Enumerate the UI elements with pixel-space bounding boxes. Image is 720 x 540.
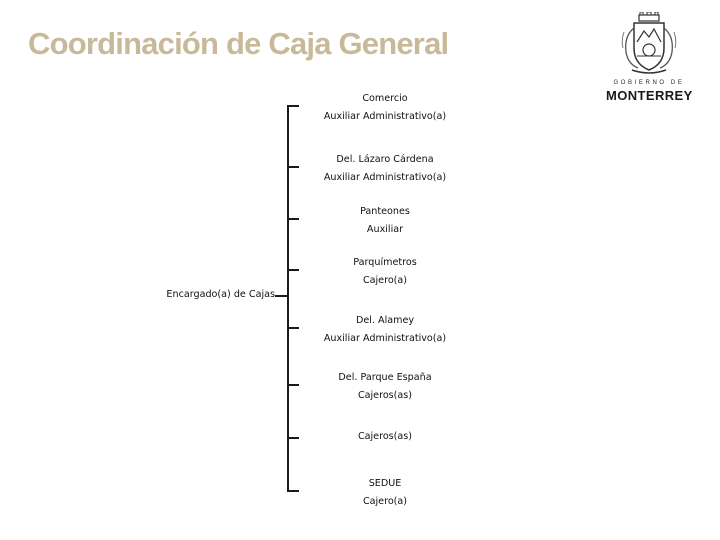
logo-subtitle: GOBIERNO DE — [613, 80, 685, 86]
node-role: Cajero(a) — [362, 496, 408, 507]
logo-name: MONTERREY — [606, 88, 693, 103]
branch-connector — [287, 218, 299, 220]
node-role: Auxiliar Administrativo(a) — [323, 111, 447, 122]
node-unit: Comercio — [362, 93, 408, 104]
page-title: Coordinación de Caja General — [28, 26, 449, 61]
branch-connector — [287, 437, 299, 439]
node-unit: Del. Alamey — [355, 315, 415, 326]
branch-connector — [287, 269, 299, 271]
node-role: Cajeros(as) — [357, 390, 413, 401]
node-role: Auxiliar Administrativo(a) — [323, 172, 447, 183]
node-role: Auxiliar — [366, 224, 404, 235]
monterrey-logo — [606, 12, 692, 102]
node-unit: Parquímetros — [353, 257, 417, 268]
org-node — [305, 93, 465, 123]
branch-connector — [287, 105, 299, 107]
branch-connector — [287, 166, 299, 168]
org-node — [305, 431, 465, 443]
org-node — [305, 315, 465, 345]
node-unit: Del. Parque España — [338, 372, 432, 383]
coat-of-arms-icon — [620, 12, 678, 78]
branch-connector — [287, 327, 299, 329]
node-role: Cajeros(as) — [357, 431, 413, 442]
node-role: Cajero(a) — [362, 275, 408, 286]
node-unit: SEDUE — [368, 478, 402, 489]
org-node — [305, 257, 465, 287]
org-node — [305, 154, 465, 184]
node-unit: Panteones — [360, 206, 410, 217]
trunk-line — [287, 105, 289, 491]
node-unit: Del. Lázaro Cárdena — [336, 154, 434, 165]
org-node — [305, 372, 465, 402]
branch-connector — [287, 490, 299, 492]
org-node — [305, 478, 465, 508]
root-node: Encargado(a) de Cajas — [166, 289, 275, 300]
branch-connector — [287, 384, 299, 386]
org-node — [305, 206, 465, 236]
node-role: Auxiliar Administrativo(a) — [323, 333, 447, 344]
